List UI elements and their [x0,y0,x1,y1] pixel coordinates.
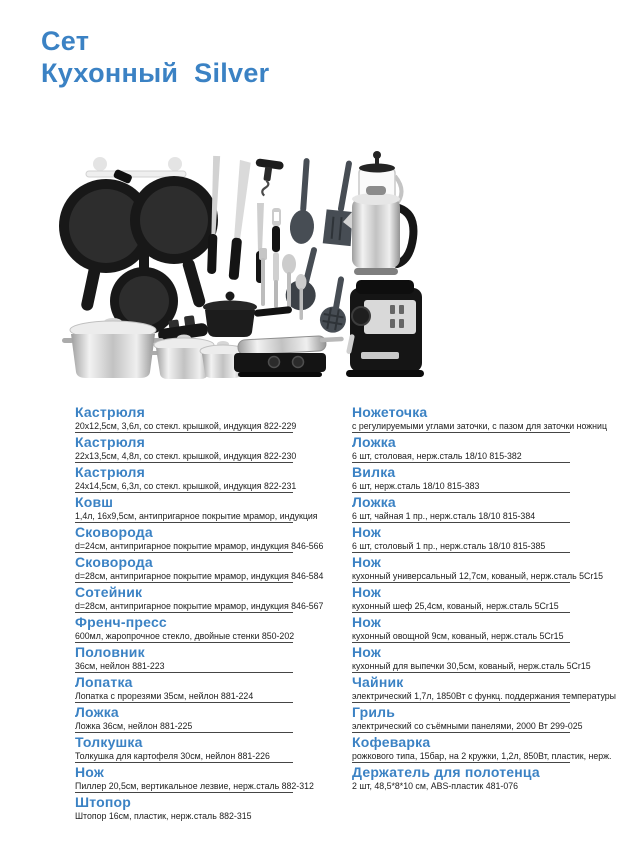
product-name: Сковорода [75,554,153,570]
list-item [75,553,324,583]
product-name: Половник [75,644,145,660]
list-item [352,763,570,793]
product-desc: Штопор 16см, пластик, нерж.сталь 882-315 [75,811,252,821]
product-desc: Пиллер 20,5см, вертикальное лезвие, нерж.сталь 882-312 [75,781,314,791]
product-name: Кастрюля [75,404,145,420]
product-desc: d=28см, антипригарное покрытие мрамор, индукция 846-584 [75,571,324,581]
list-item [352,403,607,433]
corkscrew-icon [251,158,284,198]
product-name: Кофеварка [352,734,431,750]
towel-holder-icon [86,157,186,177]
list-item [75,673,293,703]
product-name: Ножеточка [352,404,428,420]
list-item [75,703,293,733]
nylon-spoon-icon [289,157,319,244]
product-desc: 22х13,5см, 4,8л, со стекл. крышкой, индукция 822-230 [75,451,297,461]
product-name: Лопатка [75,674,133,690]
product-desc: 6 шт, столовая, нерж.сталь 18/10 815-382 [352,451,522,461]
list-item [352,703,583,733]
product-desc: Лопатка с прорезями 35см, нейлон 881-224 [75,691,254,701]
stock-pot-icon [62,318,164,378]
list-item [75,763,314,793]
product-list-right [352,403,617,793]
product-collage [58,148,438,398]
list-item [75,463,297,493]
product-name: Ложка [352,494,396,510]
product-name: Нож [352,614,382,630]
list-item [352,733,612,763]
list-item [352,523,570,553]
product-desc: 36см, нейлон 881-223 [75,661,165,671]
product-list-left [75,403,324,823]
product-desc: электрический 1,7л, 1850Вт с функц. поддержания температуры [352,691,617,701]
product-name: Сотейник [75,584,143,600]
coffee-maker-icon [346,280,424,377]
product-name: Френч-пресс [75,614,167,630]
product-desc: кухонный для выпечки 30,5см, кованый, нерж.сталь 5Cr15 [352,661,591,671]
title-line-2: Кухонный Silver [41,58,270,88]
list-item [75,793,293,823]
list-item [75,403,297,433]
product-desc: 6 шт, чайная 1 пр., нерж.сталь 18/10 815-384 [352,511,536,521]
product-name: Толкушка [75,734,143,750]
product-name: Штопор [75,794,132,810]
list-item [352,613,570,643]
product-desc: 6 шт, столовый 1 пр., нерж.сталь 18/10 815-385 [352,541,546,551]
product-name: Кастрюля [75,434,145,450]
list-item [75,733,293,763]
list-item [75,613,293,643]
product-name: Ложка [352,434,396,450]
product-name: Ложка [75,704,119,720]
product-name: Вилка [352,464,396,480]
product-name: Держатель для полотенца [352,764,540,780]
product-desc: 600мл, жаропрочное стекло, двойные стенки 850-202 [75,631,295,641]
product-desc: 2 шт, 48,5*8*10 см, ABS-пластик 481-076 [352,781,518,791]
product-desc: кухонный шеф 25,4см, кованый, нерж.сталь 5Cr15 [352,601,559,611]
page-title [41,25,270,89]
knife-set-icon [207,156,264,283]
list-item [352,643,591,673]
product-desc: Толкушка для картофеля 30см, нейлон 881-226 [75,751,270,761]
product-desc: d=24см, антипригарное покрытие мрамор, индукция 846-566 [75,541,324,551]
product-desc: 20х12,5см, 3,6л, со стекл. крышкой, индукция 822-229 [75,421,297,431]
list-item [75,583,324,613]
product-desc: рожкового типа, 15бар, на 2 кружки, 1,2л, 850Вт, пластик, нерж. [352,751,612,761]
list-item [75,643,293,673]
product-desc: с регулируемыми углами заточки, с пазом для заточки ножниц [352,421,607,431]
product-desc: кухонный универсальный 12,7см, кованый, нерж.сталь 5Cr15 [352,571,604,581]
potato-masher-icon [318,274,354,335]
list-item [352,553,604,583]
product-name: Ковш [75,494,114,510]
product-name: Нож [352,644,382,660]
product-desc: 24х14,5см, 6,3л, со стекл. крышкой, индукция 822-231 [75,481,297,491]
list-item [352,493,570,523]
product-desc: кухонный овощной 9см, кованый, нерж.сталь 5Cr15 [352,631,564,641]
product-name: Гриль [352,704,396,720]
peeler-icon [272,208,281,252]
kettle-icon [343,186,413,275]
list-item [352,463,570,493]
kitchen-set-image [58,148,438,398]
product-name: Нож [352,524,382,540]
saucepan-icon [203,292,292,338]
list-item [352,583,570,613]
product-desc: электрический со съёмными панелями, 2000 Вт 299-025 [352,721,583,731]
product-desc: d=28см, антипригарное покрытие мрамор, индукция 846-567 [75,601,324,611]
list-item [352,673,617,703]
product-name: Нож [352,554,382,570]
product-name: Чайник [352,674,404,690]
product-desc: 1,4л, 16х9,5см, антипригарное покрытие мрамор, индукция [75,511,318,521]
grill-icon [234,335,344,377]
list-item [352,433,570,463]
product-name: Нож [75,764,105,780]
product-desc: 6 шт, нерж.сталь 18/10 815-383 [352,481,480,491]
list-item [75,433,297,463]
list-item [75,523,324,553]
list-item [75,493,318,523]
product-desc: Ложка 36см, нейлон 881-225 [75,721,193,731]
product-name: Сковорода [75,524,153,540]
product-name: Кастрюля [75,464,145,480]
title-line-1: Сет [41,26,90,56]
product-name: Нож [352,584,382,600]
